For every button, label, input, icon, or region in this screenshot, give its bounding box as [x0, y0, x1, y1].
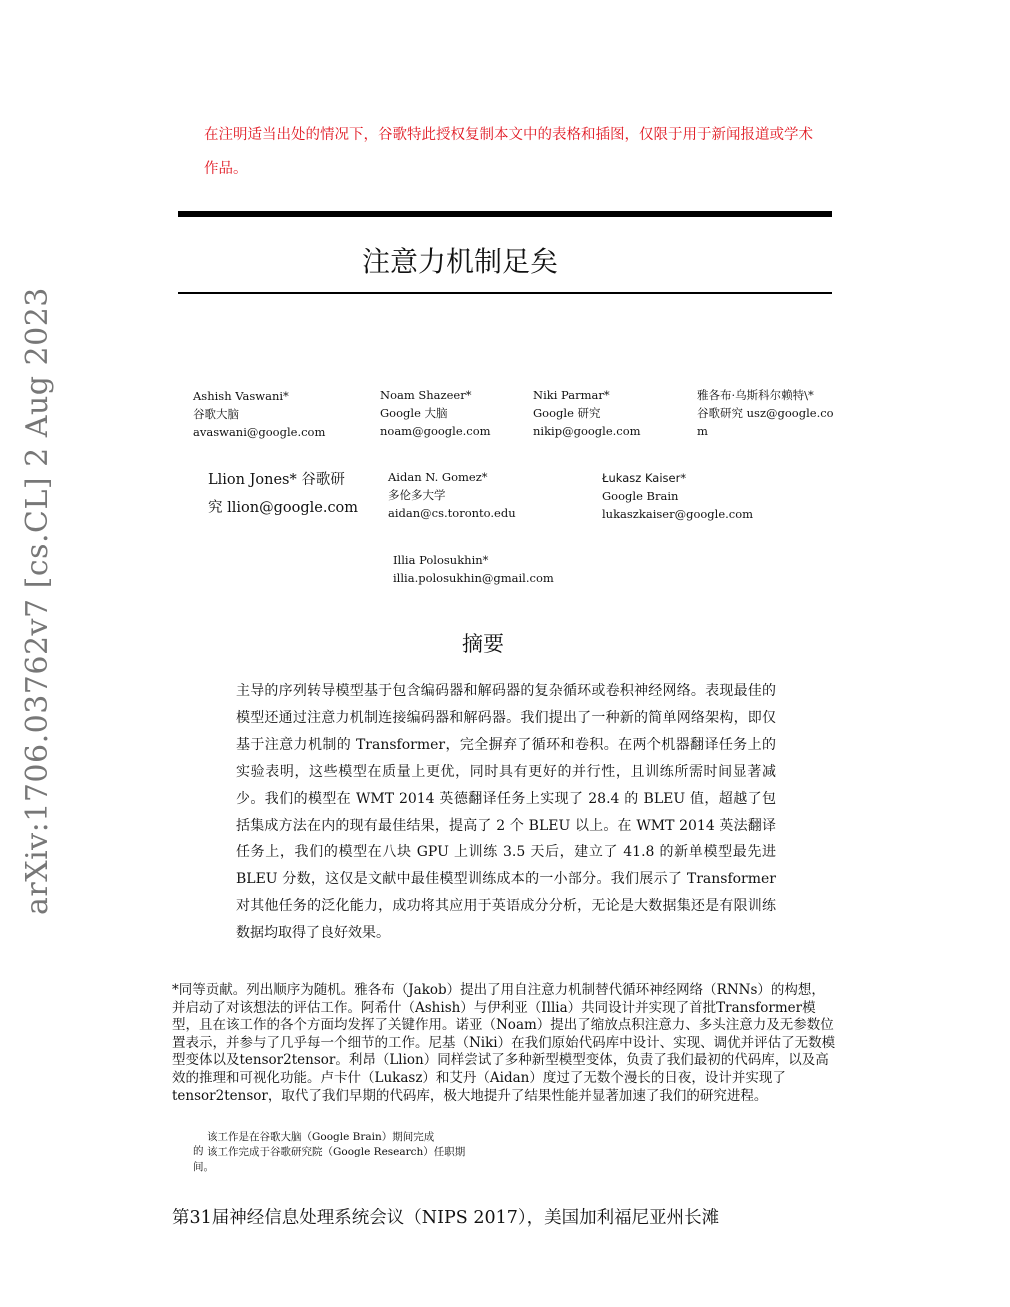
author-affiliation: 多伦多大学 — [388, 488, 446, 502]
author-name: Łukasz Kaiser* — [602, 471, 687, 485]
author-block — [193, 387, 325, 441]
contribution-footnote: *同等贡献。列出顺序为随机。雅各布（Jakob）提出了用自注意力机制替代循环神经网络（RNNs）的构想，并启动了对该想法的评估工作。阿希什（Ashish）与伊利亚（Illia）共同设计并实现了首批Transformer模型，且在该工作的各个方面均发挥了关键作用。诺亚（Noam）提出了缩放点积注意力、多头注意力及无参数位置表示，并参与了几乎每一个细节的工作。尼基（Niki）在我们原始代码库中设计、实现、调优并评估了无数模型变体以及tensor2tensor。利昂（Llion）同样尝试了多种新型模型变体，负责了我们最初的代码库，以及高效的推理和可视化功能。卢卡什（Lukasz）和艾丹（Aidan）度过了无数个漫长的日夜，设计并实现了tensor2tensor，取代了我们早期的代码库，极大地提升了结果性能并显著加速了我们的研究进程。 — [172, 982, 836, 1104]
affiliation-note-tail: 间。 — [193, 1161, 214, 1173]
affiliation-note-brain: 该工作是在谷歌大脑（Google Brain）期间完成 — [207, 1131, 435, 1143]
affiliation-note-research: 该工作完成于谷歌研究院（Google Research）任职期 — [207, 1146, 466, 1158]
affiliation-note-particle: 的 — [193, 1145, 204, 1157]
author-line: Llion Jones* 谷歌研 — [208, 472, 345, 488]
author-affiliation: Google 研究 — [533, 406, 601, 420]
author-name: Niki Parmar* — [533, 388, 610, 402]
affiliation-notes — [193, 1130, 493, 1175]
author-email: nikip@google.com — [533, 424, 641, 438]
conference-venue: 第31届神经信息处理系统会议（NIPS 2017），美国加利福尼亚州长滩 — [172, 1208, 720, 1228]
author-email: m — [697, 424, 708, 438]
author-affiliation: 谷歌大脑 — [193, 407, 239, 421]
paper-title: 注意力机制足矣 — [361, 245, 558, 278]
author-name: Noam Shazeer* — [380, 388, 472, 402]
author-block — [697, 386, 834, 440]
title-rule-bottom — [178, 292, 832, 294]
author-block — [393, 551, 554, 587]
author-email: illia.polosukhin@gmail.com — [393, 571, 554, 585]
author-block — [380, 386, 491, 440]
author-email: lukaszkaiser@google.com — [602, 507, 754, 521]
arxiv-identifier: arXiv:1706.03762v7 [cs.CL] 2 Aug 2023 — [20, 287, 55, 915]
author-email: aidan@cs.toronto.edu — [388, 506, 516, 520]
copyright-notice: 在注明适当出处的情况下，谷歌特此授权复制本文中的表格和插图，仅限于用于新闻报道或学术作品。 — [204, 127, 813, 177]
author-block — [602, 469, 753, 523]
abstract-text: 主导的序列转导模型基于包含编码器和解码器的复杂循环或卷积神经网络。表现最佳的模型还通过注意力机制连接编码器和解码器。我们提出了一种新的简单网络架构，即仅基于注意力机制的 Transformer，完全摒弃了循环和卷积。在两个机器翻译任务上的实验表明，这些模型在质量上更优，同时具有更好的并行性，且训练所需时间显著减少。我们的模型在 WMT 2014 英德翻译任务上实现了 28.4 的 BLEU 值，超越了包括集成方法在内的现有最佳结果，提高了 2 个 BLEU 以上。在 WMT 2014 英法翻译任务上，我们的模型在八块 GPU 上训练 3.5 天后，建立了 41.8 的新单模型最先进 BLEU 分数，这仅是文献中最佳模型训练成本的一小部分。我们展示了 Transformer 对其他任务的泛化能力，成功将其应用于英语成分分析，无论是大数据集还是有限训练数据均取得了良好效果。 — [236, 683, 776, 942]
author-block — [388, 468, 516, 522]
author-name: 雅各布·乌斯科尔赖特\* — [697, 388, 814, 402]
author-block — [533, 386, 641, 440]
abstract-body — [236, 678, 776, 947]
title-rule-top — [178, 211, 832, 217]
author-affiliation: Google Brain — [602, 489, 679, 503]
author-affiliation: Google 大脑 — [380, 406, 448, 420]
author-block — [208, 466, 358, 522]
author-name: Illia Polosukhin* — [393, 553, 489, 567]
author-email: avaswani@google.com — [193, 425, 326, 439]
author-affiliation: 谷歌研究 usz@google.co — [697, 406, 834, 420]
author-name: Aidan N. Gomez* — [388, 470, 488, 484]
author-email: noam@google.com — [380, 424, 491, 438]
abstract-heading: 摘要 — [462, 632, 504, 656]
author-name: Ashish Vaswani* — [193, 389, 289, 403]
author-line: 究 llion@google.com — [208, 500, 359, 516]
